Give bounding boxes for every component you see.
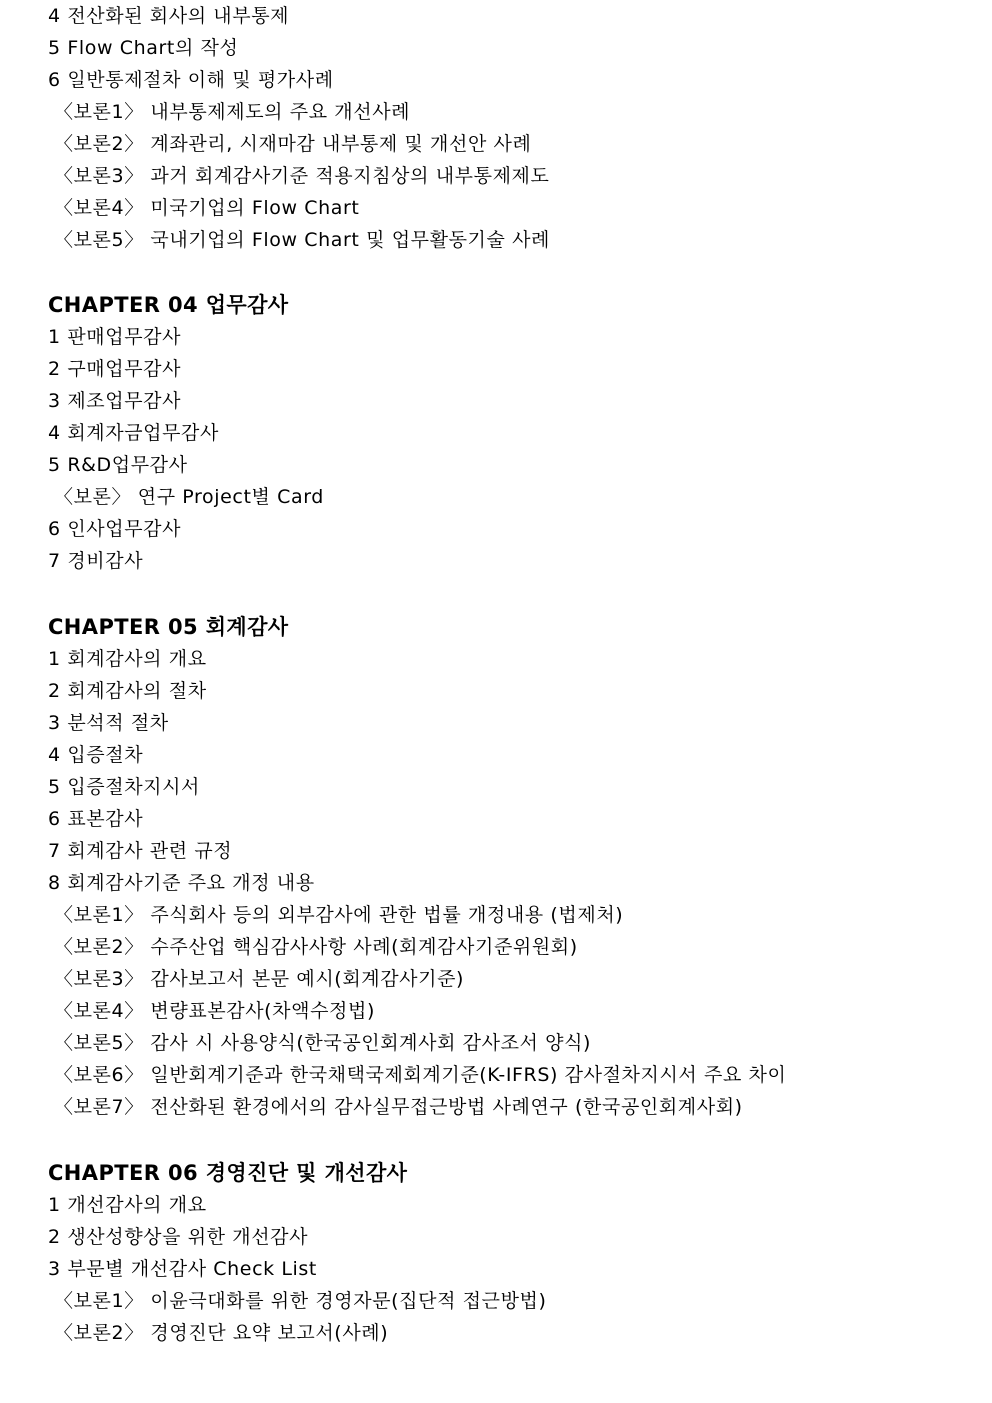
toc-appendix-item: 〈보론1〉 내부통제제도의 주요 개선사례 (54, 101, 411, 123)
toc-appendix-item: 〈보론2〉 수주산업 핵심감사사항 사례(회계감사기준위원회) (54, 936, 578, 958)
toc-item: 1 판매업무감사 (48, 326, 182, 348)
toc-item: 3 부문별 개선감사 Check List (48, 1258, 317, 1280)
chapter-03-items (48, 0, 968, 256)
toc-appendix-item: 〈보론5〉 국내기업의 Flow Chart 및 업무활동기술 사례 (54, 229, 550, 251)
toc-item: 5 R&D업무감사 (48, 454, 188, 476)
toc-item: 6 표본감사 (48, 808, 144, 830)
toc-item: 6 일반통제절차 이해 및 평가사례 (48, 69, 334, 91)
toc-item: 2 생산성향상을 위한 개선감사 (48, 1226, 309, 1248)
toc-appendix-item: 〈보론2〉 계좌관리, 시재마감 내부통제 및 개선안 사례 (54, 133, 532, 155)
toc-item: 1 회계감사의 개요 (48, 648, 207, 670)
toc-item: 1 개선감사의 개요 (48, 1194, 207, 1216)
chapter-heading: CHAPTER 05 회계감사 (48, 615, 289, 639)
chapter-heading: CHAPTER 06 경영진단 및 개선감사 (48, 1161, 408, 1185)
section-gap (48, 1123, 968, 1157)
section-gap (48, 577, 968, 611)
toc-appendix-item: 〈보론2〉 경영진단 요약 보고서(사례) (54, 1322, 389, 1344)
toc-item: 4 입증절차 (48, 744, 144, 766)
toc-item: 2 구매업무감사 (48, 358, 182, 380)
toc-appendix-item: 〈보론3〉 감사보고서 본문 예시(회계감사기준) (54, 968, 465, 990)
toc-item: 4 회계자금업무감사 (48, 422, 219, 444)
toc-appendix-item: 〈보론1〉 주식회사 등의 외부감사에 관한 법률 개정내용 (법제처) (54, 904, 624, 926)
toc-item: 6 인사업무감사 (48, 518, 182, 540)
chapter-heading: CHAPTER 04 업무감사 (48, 293, 289, 317)
toc-appendix-item: 〈보론6〉 일반회계기준과 한국채택국제회계기준(K-IFRS) 감사절차지시서 주요 차이 (54, 1064, 787, 1086)
toc-item: 2 회계감사의 절차 (48, 680, 207, 702)
table-of-contents (48, 0, 968, 1349)
toc-appendix-item: 〈보론5〉 감사 시 사용양식(한국공인회계사회 감사조서 양식) (54, 1032, 592, 1054)
toc-appendix-item: 〈보론7〉 전산화된 환경에서의 감사실무접근방법 사례연구 (한국공인회계사회) (54, 1096, 743, 1118)
toc-item: 8 회계감사기준 주요 개정 내용 (48, 872, 315, 894)
toc-appendix-item: 〈보론〉 연구 Project별 Card (54, 486, 324, 508)
toc-item: 3 분석적 절차 (48, 712, 169, 734)
toc-item: 5 Flow Chart의 작성 (48, 37, 239, 59)
toc-item: 4 전산화된 회사의 내부통제 (48, 5, 290, 27)
toc-appendix-item: 〈보론4〉 미국기업의 Flow Chart (54, 197, 360, 219)
toc-item: 5 입증절차지시서 (48, 776, 201, 798)
section-gap (48, 256, 968, 289)
chapter-04 (48, 289, 968, 577)
toc-item: 3 제조업무감사 (48, 390, 182, 412)
toc-appendix-item: 〈보론3〉 과거 회계감사기준 적용지침상의 내부통제제도 (54, 165, 550, 187)
toc-appendix-item: 〈보론4〉 변량표본감사(차액수정법) (54, 1000, 375, 1022)
chapter-05 (48, 611, 968, 1123)
chapter-06 (48, 1157, 968, 1349)
toc-appendix-item: 〈보론1〉 이윤극대화를 위한 경영자문(집단적 접근방법) (54, 1290, 547, 1312)
toc-item: 7 경비감사 (48, 550, 144, 572)
toc-item: 7 회계감사 관련 규정 (48, 840, 233, 862)
